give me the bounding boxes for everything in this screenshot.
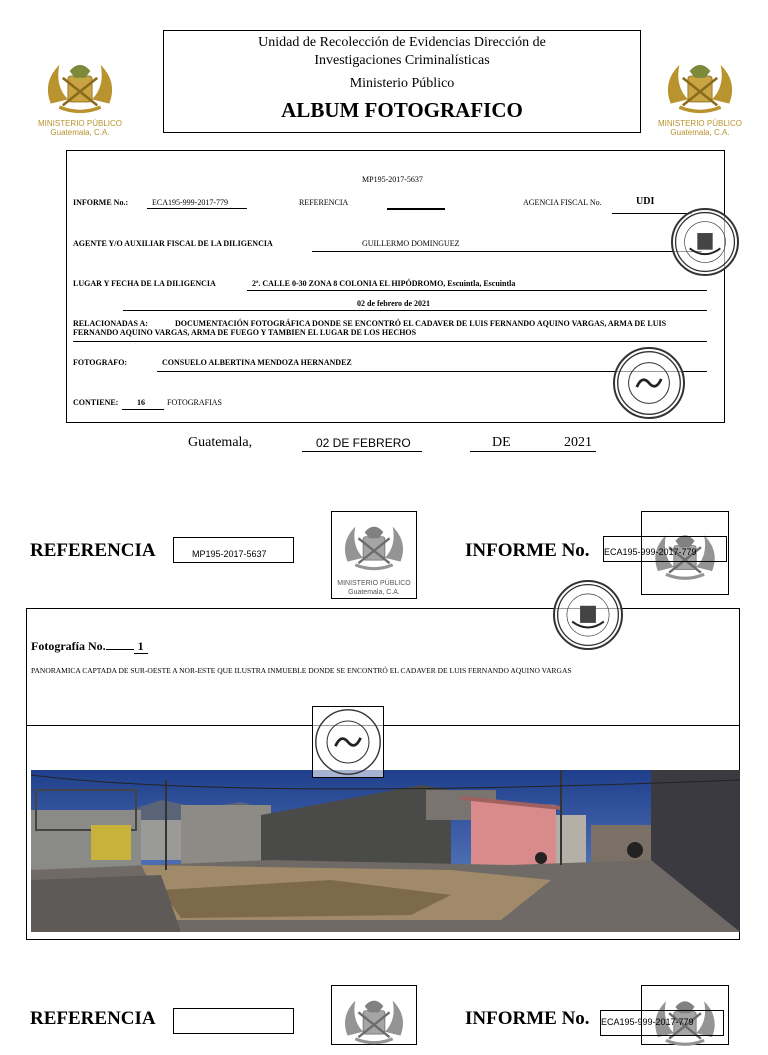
informe-box: ECA195-999-2017-779: [600, 1010, 724, 1036]
album-title: ALBUM FOTOGRAFICO: [281, 98, 523, 122]
header-line-1: Unidad de Recolección de Evidencias Dirección de: [258, 35, 546, 50]
fotografo-label: FOTOGRAFO:: [73, 358, 128, 367]
emblem-text: MINISTERIO PÚBLICO Guatemala, C.A.: [657, 119, 742, 137]
footer-year: 2021: [564, 435, 592, 450]
informe-heading: INFORME No.: [465, 1008, 590, 1029]
informe-heading: INFORME No.: [465, 540, 590, 561]
ministerio-emblem-gray: [331, 985, 417, 1045]
lugar-value: 2ª. CALLE 0-30 ZONA 8 COLONIA EL HIPÓDROMO, Escuintla, Escuintla: [252, 279, 516, 288]
relacionadas-line-1: DOCUMENTACIÓN FOTOGRÁFICA DONDE SE ENCONTRÓ EL CADAVER DE LUIS FERNANDO AQUINO VARGAS, ARMA DE LUIS: [175, 319, 667, 328]
footer-date: 02 DE FEBRERO: [316, 436, 411, 450]
informe-label: INFORME No.:: [73, 198, 129, 207]
fecha-value: 02 de febrero de 2021: [357, 299, 431, 308]
ministerio-round-stamp: [613, 347, 685, 419]
ministerio-emblem-gray: MINISTERIO PÚBLICO Guatemala, C.A.: [331, 511, 417, 599]
relacionadas-label: RELACIONADAS A:: [73, 319, 148, 328]
contiene-value: 16: [137, 398, 145, 407]
lugar-label: LUGAR Y FECHA DE LA DILIGENCIA: [73, 279, 216, 288]
referencia-heading: REFERENCIA: [30, 540, 156, 561]
emblem-text: MINISTERIO PÚBLICO Guatemala, C.A.: [37, 119, 122, 137]
case-number: MP195-2017-5637: [362, 175, 423, 184]
photo-number: 1: [134, 639, 148, 654]
agente-label: AGENTE Y/O AUXILIAR FISCAL DE LA DILIGENCIA: [73, 239, 273, 248]
referencia-box: MP195-2017-5637: [173, 537, 294, 563]
photo-description: PANORAMICA CAPTADA DE SUR-OESTE A NOR-ESTE QUE ILUSTRA INMUEBLE DONDE SE ENCONTRÓ EL CADAVER DE LUIS FERNANDO AQUINO VARGAS: [31, 666, 572, 675]
diligence-info-form: [66, 150, 725, 423]
contiene-unit: FOTOGRAFIAS: [167, 398, 222, 407]
referencia-label: REFERENCIA: [299, 198, 349, 207]
ministerio-emblem-right: [652, 52, 748, 142]
informe-box: ECA195-999-2017-779: [603, 536, 727, 562]
agente-value: GUILLERMO DOMINGUEZ: [362, 239, 460, 248]
referencia-heading: REFERENCIA: [30, 1008, 156, 1029]
guatemala-seal-stamp: [671, 208, 739, 276]
photo-number-label: Fotografía No. 1: [31, 639, 148, 654]
agencia-label: AGENCIA FISCAL No.: [523, 198, 602, 207]
footer-city: Guatemala,: [188, 435, 253, 450]
header-line-2: Investigaciones Criminalísticas: [314, 53, 490, 68]
referencia-box: [173, 1008, 294, 1034]
ministerio-emblem-left: [26, 52, 134, 142]
footer-de: DE: [492, 435, 511, 450]
agencia-value: UDI: [636, 196, 655, 207]
informe-value: ECA195-999-2017-779: [152, 198, 228, 207]
ministerio-round-stamp: [312, 706, 384, 778]
relacionadas-line-2: FERNANDO AQUINO VARGAS, ARMA DE FUEGO Y TAMBIEN EL LUGAR DE LOS HECHOS: [73, 328, 417, 337]
guatemala-seal-stamp: [553, 580, 623, 650]
contiene-label: CONTIENE:: [73, 398, 119, 407]
panoramic-photo: [31, 770, 740, 932]
header-line-3: Ministerio Público: [349, 76, 455, 91]
fotografo-value: CONSUELO ALBERTINA MENDOZA HERNANDEZ: [162, 358, 352, 367]
header-title-box: [163, 30, 641, 133]
